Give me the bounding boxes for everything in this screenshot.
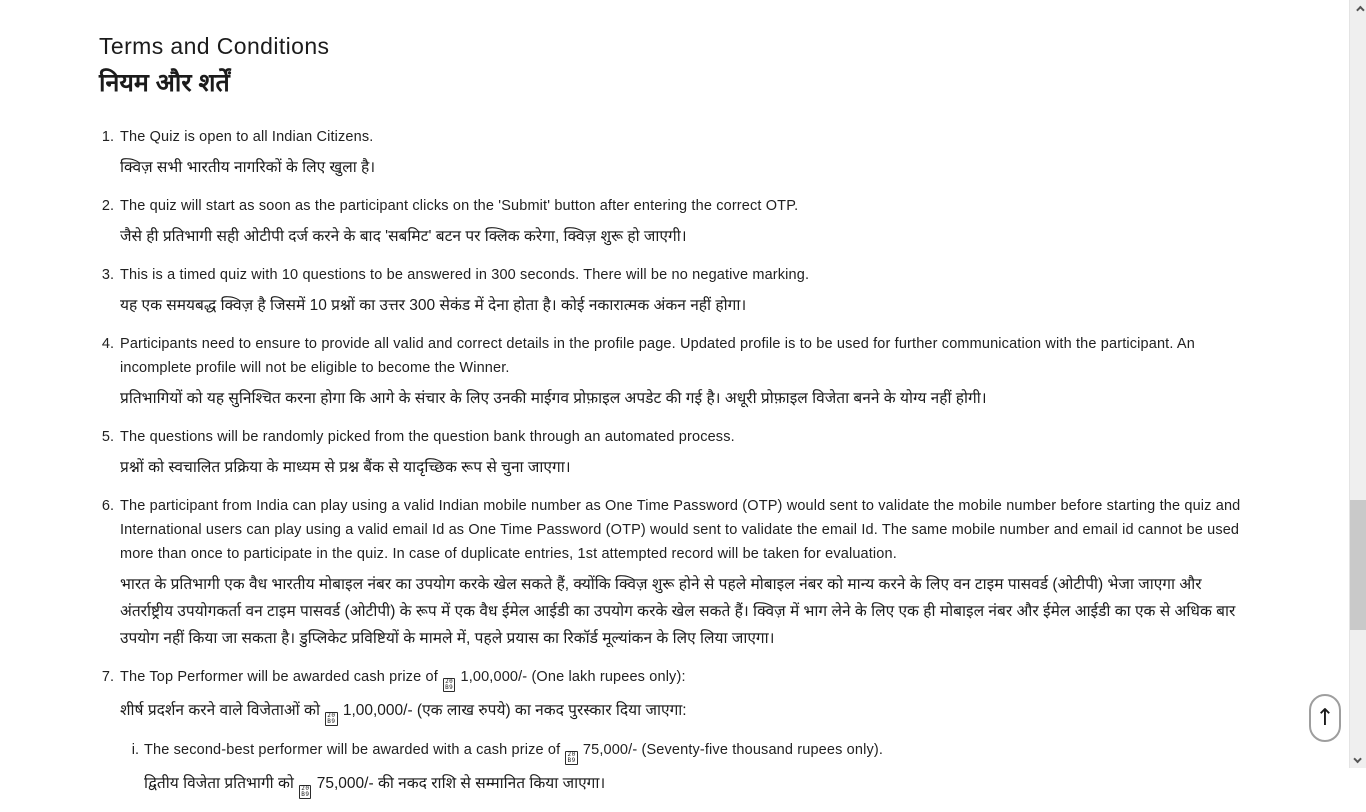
term-item-5	[99, 425, 1251, 481]
term-body	[120, 194, 1251, 250]
terms-list	[99, 125, 1251, 799]
term-text-en: Participants need to ensure to provide all valid and correct details in the profile page. Updated profile is to be used for further communication with the participant. An incomplete profile will not be eligible to become the Winner.	[120, 336, 1195, 376]
term-subitem-i	[127, 738, 1251, 799]
chevron-down-icon	[1353, 754, 1361, 762]
scrollbar-thumb[interactable]	[1350, 500, 1366, 630]
term-number: 3.	[101, 267, 114, 283]
chevron-up-icon	[1356, 5, 1364, 13]
term-item-6	[99, 494, 1251, 652]
term-item-2	[99, 194, 1251, 250]
term-item-1	[99, 125, 1251, 181]
term-body	[120, 332, 1251, 412]
term-body	[120, 263, 1251, 319]
term-body	[120, 125, 1251, 181]
term-body	[120, 665, 1251, 799]
term-text-hi: द्वितीय विजेता प्रतिभागी को 20 B9 75,000/- की नकद राशि से सम्मानित किया जाएगा।	[144, 775, 606, 798]
rupee-missing-glyph-icon: 20 B9	[301, 785, 310, 798]
term-sub-number: i.	[131, 742, 139, 758]
term-text-hi: जैसे ही प्रतिभागी सही ओटीपी दर्ज करने के बाद 'सबमिट' बटन पर क्लिक करेगा, क्विज़ शुरू हो जाएगी।	[120, 228, 687, 245]
term-text-en: This is a timed quiz with 10 questions to be answered in 300 seconds. There will be no negative marking.	[120, 267, 810, 283]
rupee-missing-glyph-icon: 20 B9	[327, 712, 336, 725]
scrollbar-up-button[interactable]	[1350, 1, 1366, 18]
term-number: 6.	[101, 498, 114, 514]
term-item-4	[99, 332, 1251, 412]
term-text-hi: क्विज़ सभी भारतीय नागरिकों के लिए खुला है।	[120, 159, 376, 176]
terms-content	[99, 0, 1251, 812]
term-text-hi: प्रतिभागियों को यह सुनिश्चित करना होगा कि आगे के संचार के लिए उनकी माईगव प्रोफ़ाइल अपडेट की गई है। अधूरी प्रोफ़ाइल विजेता बनने के योग्य नहीं होगी।	[120, 390, 987, 407]
term-text-en: The participant from India can play using a valid Indian mobile number as One Time Password (OTP) would sent to validate the mobile number before starting the quiz and International users can play using a valid email Id as One Time Password (OTP) would sent to validate the email Id. The same mobile number and email id cannot be used more than once to participate in the quiz. In case of duplicate entries, 1st attempted record will be taken for evaluation.	[120, 498, 1241, 562]
term-number: 2.	[101, 198, 114, 214]
term-text-hi: यह एक समयबद्ध क्विज़ है जिसमें 10 प्रश्नों का उत्तर 300 सेकंड में देना होता है। कोई नकारात्मक अंकन नहीं होगा।	[120, 297, 747, 314]
term-text-en: The Quiz is open to all Indian Citizens.	[120, 129, 374, 145]
up-arrow-icon: ↑	[1315, 704, 1335, 731]
rupee-missing-glyph-icon: 20 B9	[445, 678, 454, 691]
term-body	[120, 425, 1251, 481]
vertical-scrollbar[interactable]	[1349, 0, 1366, 768]
term-text-hi: प्रश्नों को स्वचालित प्रक्रिया के माध्यम से प्रश्न बैंक से यादृच्छिक रूप से चुना जाएगा।	[120, 459, 571, 476]
term-number: 7.	[101, 669, 114, 685]
term-item-3	[99, 263, 1251, 319]
scroll-to-top-button[interactable]	[1309, 694, 1341, 742]
term-text-en: The quiz will start as soon as the participant clicks on the 'Submit' button after entering the correct OTP.	[120, 198, 799, 214]
term-text-hi: भारत के प्रतिभागी एक वैध भारतीय मोबाइल नंबर का उपयोग करके खेल सकते हैं, क्योंकि क्विज़ शुरू होने से पहले मोबाइल नंबर को मान्य करने के लिए वन टाइम पासवर्ड (ओटीपी) भेजा जाएगा और अंतर्राष्ट्रीय उपयोगकर्ता वन टाइम पासवर्ड (ओटीपी) के रूप में एक वैध ईमेल आईडी का उपयोग करके खेल सकते हैं। क्विज़ में भाग लेने के लिए एक ही मोबाइल नंबर और ईमेल आईडी का एक से अधिक बार उपयोग नहीं किया जा सकता है। डुप्लिकेट प्रविष्टियों के मामले में, पहले प्रयास का रिकॉर्ड मूल्यांकन के लिए लिया जाएगा।	[120, 576, 1236, 647]
term-number: 4.	[101, 336, 114, 352]
terms-sub-list	[127, 738, 1251, 799]
term-text-hi: शीर्ष प्रदर्शन करने वाले विजेताओं को 20 B9 1,00,000/- (एक लाख रुपये) का नकद पुरस्कार दिया जाएगा:	[120, 702, 687, 725]
term-number: 5.	[101, 429, 114, 445]
scrollbar-down-button[interactable]	[1350, 750, 1366, 767]
term-text-en: The questions will be randomly picked from the question bank through an automated process.	[120, 429, 735, 445]
page-title-hindi: नियम और शर्तें	[99, 69, 230, 97]
term-item-7	[99, 665, 1251, 799]
term-number: 1.	[101, 129, 114, 145]
rupee-missing-glyph-icon: 20 B9	[567, 751, 576, 764]
page-title: Terms and Conditions	[99, 33, 330, 59]
term-body	[144, 738, 1251, 799]
term-body	[120, 494, 1251, 652]
term-text-en: The Top Performer will be awarded cash prize of 20 B9 1,00,000/- (One lakh rupees only):	[120, 669, 686, 691]
term-text-en: The second-best performer will be awarded with a cash prize of 20 B9 75,000/- (Seventy-five thousand rupees only).	[144, 742, 884, 764]
